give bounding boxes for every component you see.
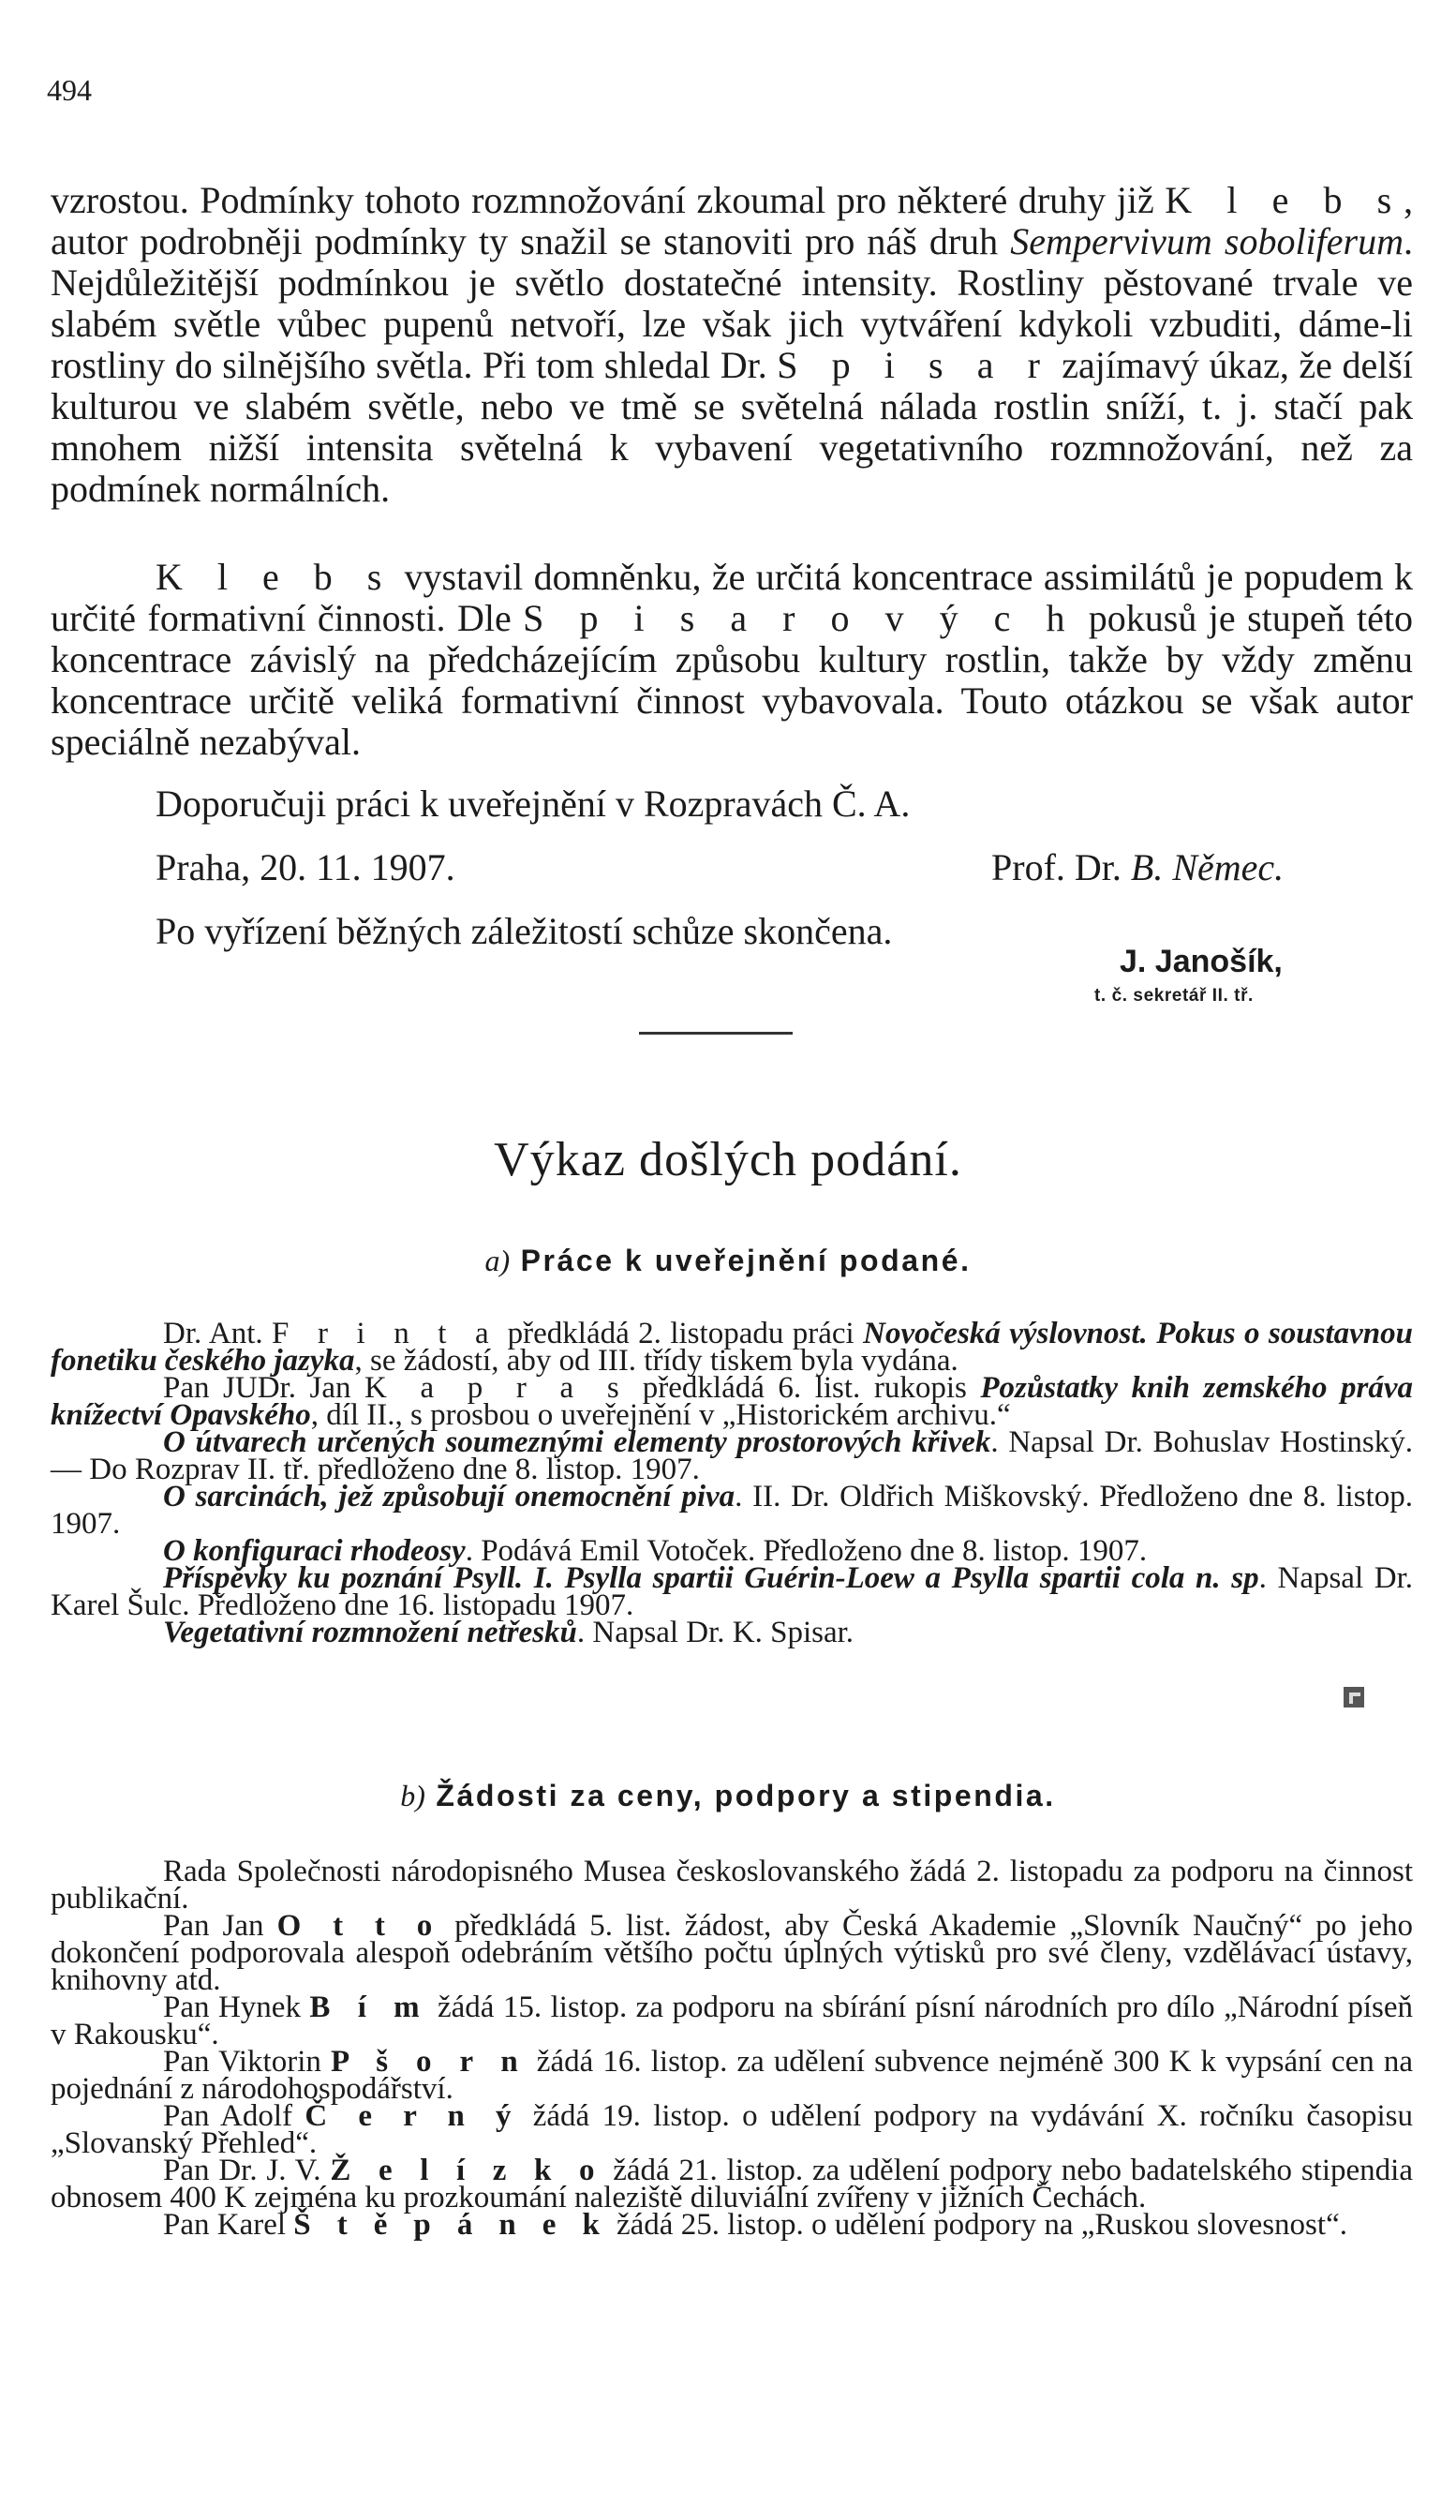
list-item: Vegetativní rozmnožení netřesků. Napsal Dr. K. Spisar. [163,1616,854,1649]
section-divider [639,1032,793,1035]
report-paragraph-2: K l e b s vystavil domněnku, že určitá koncentrace assimilátů je popudem k určité formativní činnosti. Dle S p i s a r o v ý c h pokusů je stupeň této koncentrace závislý na předcházejícím způsobu kultury rostlin, takže by vždy změnu koncentrace určitě veliká formativní činnost vybavovala. Touto otázkou se však autor speciálně nezabýval. [51,556,1413,763]
list-item: Příspěvky ku poznání Psyll. I. Psylla spartii Guérin-Loew a Psylla spartii cola n. sp. Napsal Dr. Karel Šulc. Předloženo dne 16. listopadu 1907. [51,1561,1413,1622]
reviewer: Prof. Dr. B. Němec. [991,846,1285,888]
list-item: Pan Dr. J. V. Ž e l í z k o žádá 21. listop. za udělení podpory nebo badatelského stipendia obnosem 400 K zejména ku prozkoumání naleziště diluviální zvířeny v jižních Čechách. [51,2154,1413,2214]
list-item: Pan Karel Š t ě p á n e k žádá 25. listop. o udělení podpory na „Ruskou slovesnost“. [163,2208,1347,2242]
list-item: O konfiguraci rhodeosy. Podává Emil Votoček. Předloženo dne 8. listop. 1907. [163,1534,1148,1568]
section-b-heading: b) Žádosti za ceny, podpory a stipendia. [400,1779,1056,1812]
secretary-role: t. č. sekretář II. tř. [1094,986,1254,1006]
report-paragraph-1: vzrostou. Podmínky tohoto rozmnožování zkoumal pro některé druhy již K l e b s, autor podrobněji podmínky ty snažil se stanoviti pro náš druh Sempervivum soboliferum. Nejdůležitější podmínkou je světlo dostatečné intensity. Rostliny pěstované trvale ve slabém světle vůbec pupenů netvoří, lze však jich vytváření kdykoli vzbuditi, dáme-li rostliny do silnějšího světla. Při tom shledal Dr. S p i s a r zajímavý úkaz, že delší kulturou ve slabém světle, nebo ve tmě se světelná nálada rostlin sníží, t. j. stačí pak mnohem nižší intensita světelná k vybavení vegetativního rozmnožování, než za podmínek normálních. [51,179,1414,510]
secretary-name: J. Janošík, [1120,944,1283,979]
section-b-entries [51,1855,1414,2242]
list-item: O útvarech určených soumeznými elementy prostorových křivek. Napsal Dr. Bohuslav Hostinský. — Do Rozprav II. tř. předloženo dne 8. listop. 1907. [51,1425,1413,1486]
list-item: O sarcinách, jež způsobují onemocnění piva. II. Dr. Oldřich Miškovský. Předloženo dne 8. listop. 1907. [51,1480,1413,1541]
list-item: Dr. Ant. F r i n t a předkládá 2. listopadu práci Novočeská výslovnost. Pokus o soustavnou fonetiku českého jazyka, se žádostí, aby od III. třídy tiskem byla vydána. [51,1317,1413,1378]
section-a-heading: a) Práce k uveřejnění podané. [484,1244,972,1277]
list-item: Pan JUDr. Jan K a p r a s předkládá 6. list. rukopis Pozůstatky knih zemského práva knížectví Opavského, díl II., s prosbou o uveřejnění v „Historickém archivu.“ [51,1371,1413,1432]
page-number: 494 [47,73,92,107]
list-item: Pan Jan O t t o předkládá 5. list. žádost, aby Česká Akademie „Slovník Naučný“ po jeho dokončení podporovala alespoň odebráním většího počtu úplných výtisků pro své členy, vzdělávací ústavy, knihovny atd. [51,1909,1413,1997]
print-mark-icon [1342,1683,1368,1709]
list-item: Pan Adolf Č e r n ý žádá 19. listop. o udělení podpory na vydávání X. ročníku časopisu „Slovanský Přehled“. [51,2099,1414,2160]
section-title: Výkaz došlých podání. [494,1133,962,1186]
recommendation: Doporučuji práci k uveřejnění v Rozpravách Č. A. [156,783,911,825]
list-item: Rada Společnosti národopisného Musea českoslovanského žádá 2. listopadu za podporu na činnost publikační. [51,1855,1413,1916]
list-item: Pan Hynek B í m žádá 15. listop. za podporu na sbírání písní národních pro dílo „Národní píseň v Rakousku“. [51,1991,1414,2051]
place-date: Praha, 20. 11. 1907. [156,846,455,888]
section-a-entries [51,1317,1413,1649]
closing-statement: Po vyřízení běžných záležitostí schůze skončena. [156,910,893,952]
list-item: Pan Viktorin P š o r n žádá 16. listop. za udělení subvence nejméně 300 K k vypsání cen na pojednání z národohospodářství. [51,2045,1413,2106]
